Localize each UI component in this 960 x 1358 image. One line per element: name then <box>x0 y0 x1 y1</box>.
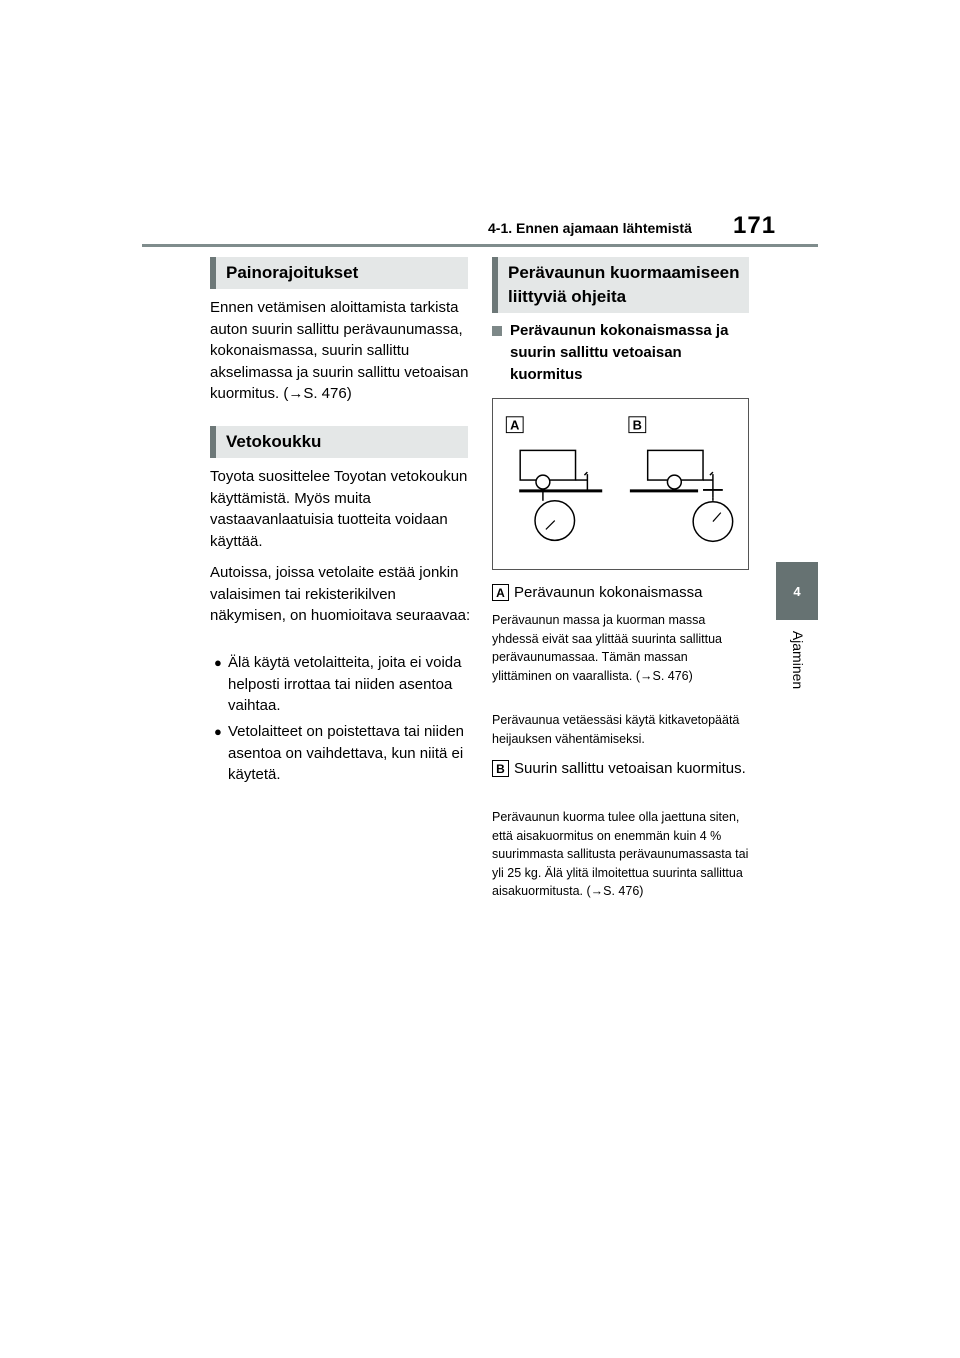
section-title-vetokoukku: Vetokoukku <box>210 426 468 458</box>
list-item: ● Vetolaitteet on poistettava tai niiden asentoa on vaihdettava, kun niitä ei käytetä. <box>214 721 474 786</box>
label-a-text-2: Perävaunua vetäessäsi käytä kitkavetopäätä heijauksen vähentämiseksi. <box>492 713 740 746</box>
trailer-diagram <box>492 398 749 570</box>
trailer-b <box>630 450 733 541</box>
vetokoukku-text-1: Toyota suosittelee Toyotan vetokoukun käyttämistä. Myös muita vastaavanlaatuisia tuotteita voidaan käyttää. <box>210 468 468 550</box>
label-b-row <box>492 758 754 780</box>
chapter-label: Ajaminen <box>790 630 806 690</box>
label-a-row <box>492 582 754 604</box>
header-rule <box>142 244 818 247</box>
painorajoitukset-text: Ennen vetämisen aloittamista tarkista auton suurin sallittu perävaunumassa, kokonaismassa, suurin sallittu akselimassa ja suurin sallittu vetoaisan kuormitus. (→S. 476) <box>210 299 469 402</box>
label-a-marker: A <box>492 584 509 601</box>
section-title-painorajoitukset: Painorajoitukset <box>210 257 468 289</box>
bullet-icon: ● <box>214 655 222 670</box>
chapter-tab[interactable]: 4 <box>776 562 818 620</box>
square-bullet-icon <box>492 326 502 336</box>
section-title-peravaunu: Perävaunun kuormaamiseen liittyviä ohjeita <box>492 257 749 313</box>
bullet-icon: ● <box>214 724 222 739</box>
subheading: Perävaunun kokonaismassa ja suurin sallittu vetoaisan kuormitus <box>492 320 752 386</box>
label-a-title: Perävaunun kokonaismassa <box>514 584 703 601</box>
header-section-title: 4-1. Ennen ajamaan lähtemistä <box>488 220 692 236</box>
label-b-text: Perävaunun kuorma tulee olla jaettuna siten, että aisakuormitus on enemmän kuin 4 % suurimmasta sallitusta perävaunumassasta tai yli 25 kg. Älä ylitä ilmoitettua suurinta sallittua aisakuormitusta. (→S. 476) <box>492 810 749 898</box>
vetokoukku-text-2: Autoissa, joissa vetolaite estää jonkin valaisimen tai rekisterikilven näkymisen, on huomioitava seuraavaa: <box>210 564 471 624</box>
label-b-marker: B <box>492 760 509 777</box>
label-a: A <box>510 417 520 433</box>
trailer-a <box>519 450 602 540</box>
label-b: B <box>632 417 642 433</box>
label-a-text-1: Perävaunun massa ja kuorman massa yhdessä eivät saa ylittää suurinta sallittua perävaunumassaa. Tämän massan ylittäminen on vaarallista. (→S. 476) <box>492 613 722 683</box>
list-item: ● Älä käytä vetolaitteita, joita ei voida helposti irrottaa tai niiden asentoa vaihtaa. <box>214 652 474 717</box>
label-b-title: Suurin sallittu vetoaisan kuormitus. <box>514 760 746 777</box>
page-number: 171 <box>733 212 777 239</box>
